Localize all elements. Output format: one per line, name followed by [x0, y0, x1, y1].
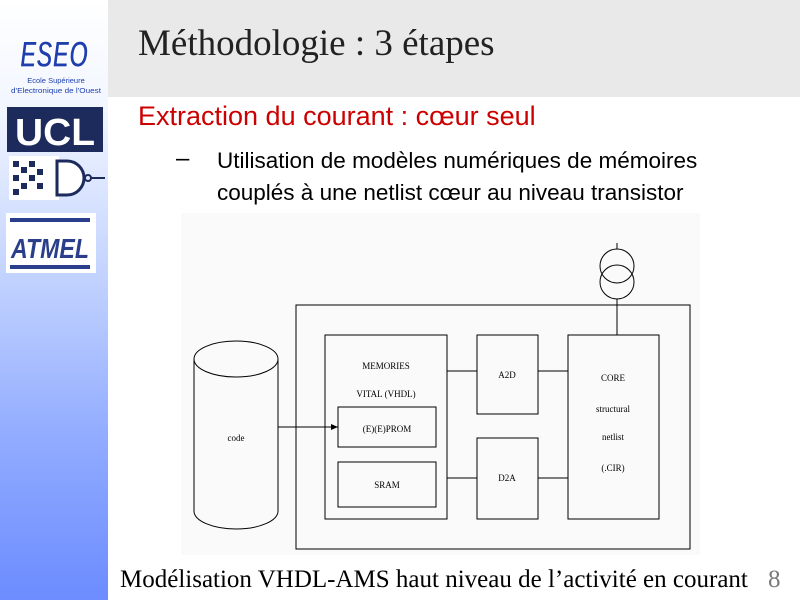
- sub-bullet-dash: –: [176, 145, 190, 172]
- eseo-logo: [6, 22, 106, 97]
- atmel-logo-text: ATMEL: [10, 233, 90, 264]
- page-number: 8: [768, 566, 781, 593]
- code-label: code: [227, 433, 245, 443]
- sram-label: SRAM: [374, 480, 400, 490]
- slide-title: Méthodologie : 3 étapes: [138, 23, 495, 64]
- eseo-subtitle-1: Ecole Supérieure: [27, 76, 85, 85]
- cir-label: (.CIR): [601, 463, 625, 473]
- core-block: [568, 335, 659, 519]
- core-label: CORE: [600, 373, 626, 383]
- a2d-label: A2D: [498, 370, 516, 380]
- block-diagram: [181, 213, 700, 555]
- sub-bullet-line-2: couplés à une netlist cœur au niveau transistor: [217, 180, 684, 205]
- bullet-text: Extraction du courant : cœur seul: [138, 101, 536, 131]
- atmel-logo: [6, 213, 96, 273]
- chip-boundary: [296, 305, 690, 549]
- eseo-logo-text: ESEO: [20, 34, 89, 75]
- d2a-label: D2A: [498, 473, 516, 483]
- sub-bullet-line-1: Utilisation de modèles numériques de mémoires: [217, 148, 698, 173]
- eeprom-label: (E)(E)PROM: [362, 424, 412, 434]
- current-probe-lower: [600, 265, 634, 299]
- current-probe-upper: [600, 249, 634, 283]
- ucl-logo-text: UCL: [15, 112, 95, 154]
- footer-text: Modélisation VHDL-AMS haut niveau de l’activité en courant: [120, 566, 748, 593]
- vital-label: VITAL (VHDL): [356, 389, 416, 399]
- structural-label: structural: [596, 404, 630, 414]
- code-block: [194, 359, 278, 529]
- sub-bullet-text: [217, 145, 697, 209]
- eseo-subtitle-2: d'Electronique de l'Ouest: [11, 88, 102, 95]
- memories-label: MEMORIES: [362, 361, 410, 371]
- netlist-label: netlist: [602, 432, 624, 442]
- ucl-logo: [7, 107, 105, 203]
